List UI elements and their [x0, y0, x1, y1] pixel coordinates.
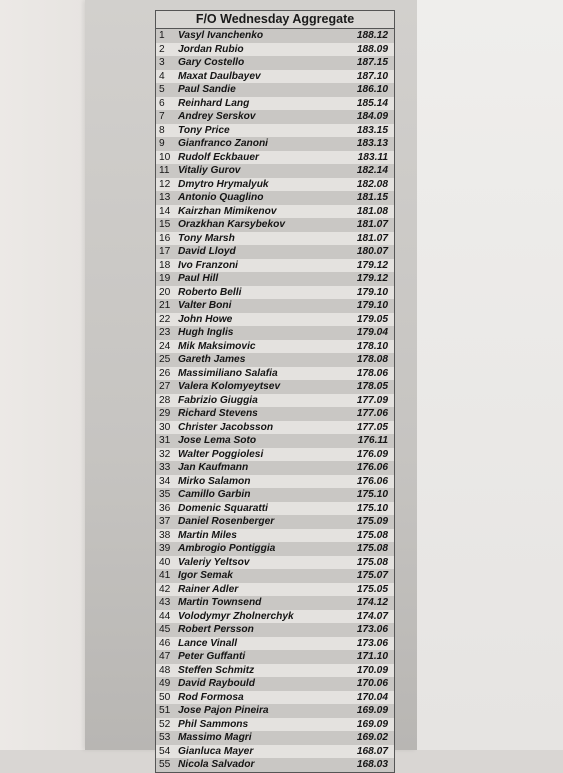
- name-cell: Tony Price: [178, 124, 230, 136]
- table-row: [156, 407, 394, 421]
- rank-cell: 28: [159, 394, 171, 406]
- table-row: [156, 583, 394, 597]
- table-row: [156, 326, 394, 340]
- rank-cell: 47: [159, 651, 171, 662]
- name-cell: Paul Sandie: [178, 84, 236, 95]
- name-cell: Maxat Daulbayev: [178, 70, 261, 82]
- table-row: [156, 529, 394, 543]
- name-cell: John Howe: [178, 313, 233, 325]
- name-cell: Roberto Belli: [178, 286, 242, 298]
- rank-cell: 9: [159, 138, 165, 149]
- name-cell: Valter Boni: [178, 300, 232, 311]
- score-cell: 175.08: [356, 529, 388, 541]
- score-cell: 188.12: [356, 30, 388, 41]
- score-cell: 176.09: [356, 448, 388, 460]
- rank-cell: 44: [159, 610, 171, 622]
- rank-cell: 7: [159, 111, 165, 122]
- rank-cell: 18: [159, 259, 171, 271]
- rank-cell: 45: [159, 624, 171, 635]
- name-cell: Ivo Franzoni: [178, 259, 238, 271]
- score-cell: 182.08: [356, 178, 388, 190]
- table-row: [156, 286, 394, 300]
- rank-cell: 54: [159, 745, 171, 757]
- table-row: [156, 56, 394, 70]
- table-row: [156, 124, 394, 138]
- rank-cell: 19: [159, 273, 171, 284]
- rank-cell: 8: [159, 124, 165, 136]
- score-cell: 181.15: [356, 192, 388, 203]
- table-row: [156, 421, 394, 435]
- score-cell: 169.09: [356, 718, 388, 730]
- rank-cell: 11: [159, 165, 170, 176]
- name-cell: Orazkhan Karsybekov: [178, 219, 286, 230]
- name-cell: Valera Kolomyeytsev: [178, 381, 281, 392]
- table-row: [156, 569, 394, 583]
- table-row: [156, 272, 394, 286]
- name-cell: Volodymyr Zholnerchyk: [178, 610, 294, 622]
- name-cell: Martin Miles: [178, 529, 237, 541]
- score-cell: 181.08: [356, 205, 388, 217]
- table-row: [156, 218, 394, 232]
- name-cell: David Lloyd: [178, 246, 236, 257]
- table-row: [156, 758, 394, 772]
- score-cell: 178.08: [356, 354, 388, 365]
- table-row: [156, 43, 394, 57]
- rank-cell: 42: [159, 583, 171, 595]
- score-cell: 175.10: [356, 502, 388, 514]
- table-row: [156, 232, 394, 246]
- name-cell: Igor Semak: [178, 570, 233, 581]
- name-cell: Rainer Adler: [178, 583, 239, 595]
- score-cell: 173.06: [356, 624, 388, 635]
- score-cell: 187.10: [356, 70, 388, 82]
- paper-sheet-right: [417, 0, 563, 750]
- table-row: [156, 178, 394, 192]
- table-row: [156, 394, 394, 408]
- score-cell: 179.12: [356, 273, 388, 284]
- score-cell: 175.05: [356, 583, 388, 595]
- name-cell: Lance Vinall: [178, 637, 238, 649]
- rank-cell: 16: [159, 232, 171, 244]
- name-cell: Richard Stevens: [178, 408, 258, 419]
- score-cell: 175.10: [356, 489, 388, 500]
- score-cell: 178.06: [356, 367, 388, 379]
- rank-cell: 40: [159, 556, 171, 568]
- rank-cell: 3: [159, 57, 165, 68]
- name-cell: Vitaliy Gurov: [178, 165, 241, 176]
- name-cell: Hugh Inglis: [178, 327, 234, 338]
- name-cell: Jordan Rubio: [178, 43, 244, 55]
- table-row: [156, 191, 394, 205]
- table-row: [156, 448, 394, 462]
- score-cell: 168.07: [356, 745, 388, 757]
- score-cell: 178.05: [356, 381, 388, 392]
- score-cell: 169.02: [356, 732, 388, 743]
- rank-cell: 17: [159, 246, 171, 257]
- table-body: [156, 29, 394, 772]
- name-cell: Tony Marsh: [178, 232, 235, 244]
- name-cell: Ambrogio Pontiggia: [178, 543, 276, 554]
- results-table: [155, 10, 395, 773]
- name-cell: Daniel Rosenberger: [178, 516, 275, 527]
- rank-cell: 33: [159, 462, 171, 473]
- rank-cell: 20: [159, 286, 171, 298]
- score-cell: 174.07: [356, 610, 388, 622]
- rank-cell: 24: [159, 340, 171, 352]
- rank-cell: 50: [159, 691, 171, 703]
- score-cell: 173.06: [356, 637, 388, 649]
- name-cell: Fabrizio Giuggia: [178, 394, 258, 406]
- name-cell: Paul Hill: [178, 273, 219, 284]
- table-row: [156, 70, 394, 84]
- table-row: [156, 340, 394, 354]
- name-cell: Dmytro Hrymalyuk: [178, 178, 269, 190]
- table-row: [156, 731, 394, 745]
- table-row: [156, 704, 394, 718]
- score-cell: 188.09: [356, 43, 388, 55]
- rank-cell: 41: [159, 570, 171, 581]
- score-cell: 183.13: [356, 138, 388, 149]
- rank-cell: 6: [159, 97, 165, 109]
- name-cell: Peter Guffanti: [178, 651, 246, 662]
- score-cell: 186.10: [356, 84, 388, 95]
- name-cell: Kairzhan Mimikenov: [178, 205, 277, 217]
- rank-cell: 43: [159, 597, 171, 608]
- rank-cell: 39: [159, 543, 171, 554]
- name-cell: Massimo Magri: [178, 732, 252, 743]
- rank-cell: 46: [159, 637, 171, 649]
- score-cell: 179.10: [356, 286, 388, 298]
- table-row: [156, 745, 394, 759]
- table-row: [156, 164, 394, 178]
- score-cell: 185.14: [356, 97, 388, 109]
- score-cell: 175.08: [356, 543, 388, 554]
- score-cell: 176.11: [357, 435, 388, 446]
- name-cell: Christer Jacobsson: [178, 421, 274, 433]
- score-cell: 170.04: [356, 691, 388, 703]
- table-row: [156, 691, 394, 705]
- name-cell: Phil Sammons: [178, 718, 249, 730]
- name-cell: Gianluca Mayer: [178, 745, 254, 757]
- table-title: F/O Wednesday Aggregate: [156, 11, 394, 29]
- table-row: [156, 556, 394, 570]
- rank-cell: 37: [159, 516, 171, 527]
- table-row: [156, 29, 394, 43]
- table-row: [156, 461, 394, 475]
- score-cell: 183.11: [357, 151, 388, 163]
- rank-cell: 23: [159, 327, 171, 338]
- rank-cell: 22: [159, 313, 171, 325]
- table-row: [156, 664, 394, 678]
- rank-cell: 48: [159, 664, 171, 676]
- table-row: [156, 151, 394, 165]
- table-row: [156, 596, 394, 610]
- rank-cell: 14: [159, 205, 171, 217]
- rank-cell: 38: [159, 529, 171, 541]
- score-cell: 175.09: [356, 516, 388, 527]
- score-cell: 175.07: [356, 570, 388, 581]
- table-row: [156, 137, 394, 151]
- score-cell: 177.09: [356, 394, 388, 406]
- rank-cell: 25: [159, 354, 171, 365]
- rank-cell: 31: [159, 435, 171, 446]
- name-cell: Camillo Garbin: [178, 489, 251, 500]
- score-cell: 169.09: [356, 705, 388, 716]
- score-cell: 177.06: [356, 408, 388, 419]
- table-row: [156, 97, 394, 111]
- rank-cell: 10: [159, 151, 171, 163]
- score-cell: 168.03: [356, 759, 388, 770]
- name-cell: Rod Formosa: [178, 691, 244, 703]
- name-cell: Steffen Schmitz: [178, 664, 255, 676]
- name-cell: Massimiliano Salafia: [178, 367, 278, 379]
- score-cell: 177.05: [356, 421, 388, 433]
- rank-cell: 52: [159, 718, 171, 730]
- score-cell: 182.14: [356, 165, 388, 176]
- score-cell: 171.10: [356, 651, 388, 662]
- rank-cell: 32: [159, 448, 171, 460]
- table-row: [156, 677, 394, 691]
- table-row: [156, 542, 394, 556]
- rank-cell: 12: [159, 178, 171, 190]
- table-row: [156, 205, 394, 219]
- rank-cell: 5: [159, 84, 165, 95]
- table-row: [156, 380, 394, 394]
- name-cell: Mirko Salamon: [178, 475, 251, 487]
- rank-cell: 26: [159, 367, 171, 379]
- rank-cell: 55: [159, 759, 171, 770]
- table-row: [156, 313, 394, 327]
- rank-cell: 27: [159, 381, 171, 392]
- name-cell: Andrey Serskov: [178, 111, 256, 122]
- rank-cell: 35: [159, 489, 171, 500]
- table-row: [156, 718, 394, 732]
- score-cell: 178.10: [356, 340, 388, 352]
- rank-cell: 36: [159, 502, 171, 514]
- table-row: [156, 434, 394, 448]
- score-cell: 179.05: [356, 313, 388, 325]
- rank-cell: 15: [159, 219, 171, 230]
- name-cell: Jose Pajon Pineira: [178, 705, 269, 716]
- name-cell: Gary Costello: [178, 57, 245, 68]
- name-cell: Valeriy Yeltsov: [178, 556, 250, 568]
- table-row: [156, 488, 394, 502]
- table-row: [156, 299, 394, 313]
- table-row: [156, 623, 394, 637]
- score-cell: 176.06: [356, 475, 388, 487]
- name-cell: Mik Maksimovic: [178, 340, 256, 352]
- rank-cell: 1: [159, 30, 165, 41]
- table-row: [156, 367, 394, 381]
- name-cell: Jan Kaufmann: [178, 462, 249, 473]
- table-row: [156, 502, 394, 516]
- score-cell: 176.06: [356, 462, 388, 473]
- name-cell: Gianfranco Zanoni: [178, 138, 268, 149]
- score-cell: 179.10: [356, 300, 388, 311]
- name-cell: Jose Lema Soto: [178, 435, 257, 446]
- rank-cell: 49: [159, 678, 171, 689]
- name-cell: Vasyl Ivanchenko: [178, 30, 264, 41]
- score-cell: 174.12: [356, 597, 388, 608]
- table-row: [156, 245, 394, 259]
- table-row: [156, 637, 394, 651]
- score-cell: 184.09: [356, 111, 388, 122]
- table-row: [156, 610, 394, 624]
- name-cell: Gareth James: [178, 354, 246, 365]
- name-cell: Martin Townsend: [178, 597, 262, 608]
- score-cell: 181.07: [356, 219, 388, 230]
- score-cell: 181.07: [356, 232, 388, 244]
- rank-cell: 34: [159, 475, 171, 487]
- score-cell: 180.07: [356, 246, 388, 257]
- score-cell: 170.09: [356, 664, 388, 676]
- table-row: [156, 83, 394, 97]
- score-cell: 187.15: [356, 57, 388, 68]
- name-cell: Rudolf Eckbauer: [178, 151, 259, 163]
- score-cell: 179.04: [356, 327, 388, 338]
- name-cell: Walter Poggiolesi: [178, 448, 264, 460]
- table-row: [156, 515, 394, 529]
- rank-cell: 30: [159, 421, 171, 433]
- score-cell: 175.08: [356, 556, 388, 568]
- name-cell: David Raybould: [178, 678, 255, 689]
- name-cell: Reinhard Lang: [178, 97, 250, 109]
- table-row: [156, 110, 394, 124]
- name-cell: Nicola Salvador: [178, 759, 255, 770]
- table-row: [156, 353, 394, 367]
- rank-cell: 13: [159, 192, 171, 203]
- table-row: [156, 475, 394, 489]
- name-cell: Antonio Quaglino: [178, 192, 264, 203]
- rank-cell: 29: [159, 408, 171, 419]
- table-row: [156, 650, 394, 664]
- name-cell: Robert Persson: [178, 624, 254, 635]
- rank-cell: 2: [159, 43, 165, 55]
- rank-cell: 21: [159, 300, 171, 311]
- score-cell: 170.06: [356, 678, 388, 689]
- rank-cell: 51: [159, 705, 171, 716]
- name-cell: Domenic Squaratti: [178, 502, 269, 514]
- score-cell: 179.12: [356, 259, 388, 271]
- score-cell: 183.15: [356, 124, 388, 136]
- table-row: [156, 259, 394, 273]
- rank-cell: 53: [159, 732, 171, 743]
- rank-cell: 4: [159, 70, 165, 82]
